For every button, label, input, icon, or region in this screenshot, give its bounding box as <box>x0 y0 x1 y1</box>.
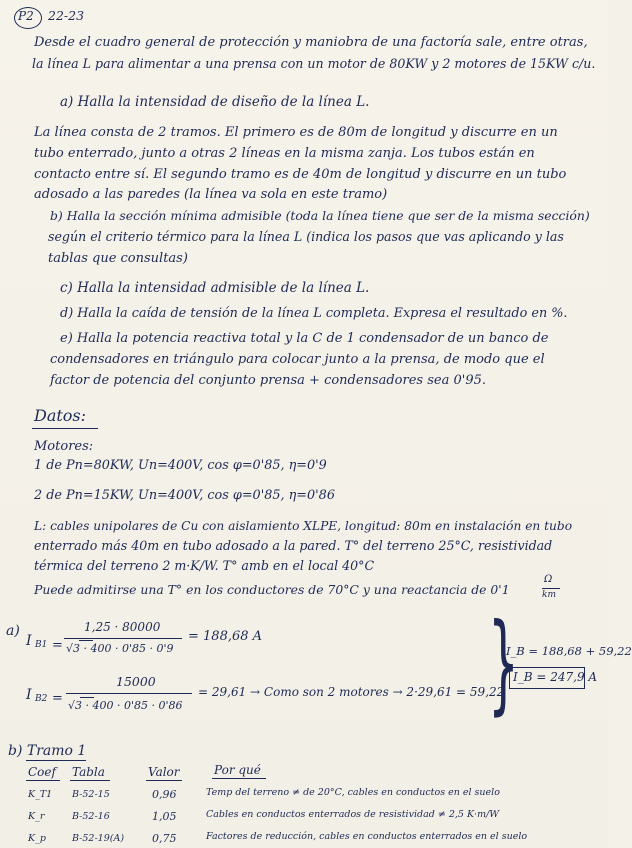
question-a: a) Halla la intensidad de diseño de la línea L. <box>60 94 370 110</box>
statement-line: adosado a las paredes (la línea va sola en este tramo) <box>34 187 388 202</box>
solution-a-label: a) <box>6 623 20 639</box>
motores-label: Motores: <box>34 439 94 454</box>
row-tabla: B-52-15 <box>72 789 110 800</box>
ib1-subscript: B1 <box>35 640 48 650</box>
school-year: 22-23 <box>48 8 85 23</box>
datos-underline <box>32 428 98 429</box>
ib1-numerator: 1,25 · 80000 <box>84 620 161 634</box>
table-header-tabla: Tabla <box>72 765 105 779</box>
ib1-sqrt-bar <box>79 640 93 641</box>
ib-sum: I_B = 188,68 + 59,22 <box>506 644 632 658</box>
ib2-subscript: B2 <box>35 694 48 704</box>
header-underline <box>70 780 110 781</box>
question-e: factor de potencia del conjunto prensa + condensadores sea 0'95. <box>50 373 486 388</box>
question-c: c) Halla la intensidad admisible de la línea L. <box>60 280 370 296</box>
line-description: térmica del terreno 2 m·K/W. T° amb en el local 40°C <box>34 558 375 573</box>
row-coef: K_r <box>28 811 45 822</box>
row-porque: Temp del terreno ≠ de 20°C, cables en conductos en el suelo <box>206 787 500 798</box>
ib2-sqrt-bar <box>80 697 94 698</box>
question-b: tablas que consultas) <box>48 251 188 266</box>
tramo-underline <box>26 760 86 761</box>
question-b: según el criterio térmico para la línea L (indica los pasos que vas aplicando y las <box>48 229 564 244</box>
sum-brace: } <box>488 601 519 726</box>
row-tabla: B-52-19(A) <box>72 833 125 844</box>
motor-1: 1 de Pn=80KW, Un=400V, cos φ=0'85, η=0'9 <box>34 458 327 473</box>
line-description: Puede admitirse una T° en los conductores de 70°C y una reactancia de 0'1 <box>34 582 510 597</box>
table-header-valor: Valor <box>148 765 180 779</box>
question-e: condensadores en triángulo para colocar junto a la prensa, de modo que el <box>50 352 545 367</box>
row-valor: 0,96 <box>152 788 177 801</box>
statement-line: contacto entre sí. El segundo tramo es de 40m de longitud y discurre en un tubo <box>34 167 567 182</box>
table-header-coef: Coef <box>28 765 56 779</box>
reactance-unit-num: Ω <box>544 574 553 585</box>
statement-line: tubo enterrado, junto a otras 2 líneas en la misma zanja. Los tubos están en <box>34 146 535 161</box>
row-coef: K_p <box>28 833 46 844</box>
header-underline <box>146 780 182 781</box>
motor-2: 2 de Pn=15KW, Un=400V, cos φ=0'85, η=0'86 <box>34 488 335 503</box>
ib2-symbol: I <box>26 687 32 703</box>
ib2-result: = 29,61 → Como son 2 motores → 2·29,61 = 59,22 <box>198 685 505 699</box>
ib-total: I_B = 247,9 A <box>513 670 598 684</box>
ib2-equals: = <box>52 691 63 706</box>
problem-tag: P2 <box>18 9 34 23</box>
ib1-symbol: I <box>26 633 32 649</box>
row-tabla: B-52-16 <box>72 811 110 822</box>
ib1-result: = 188,68 A <box>188 629 263 644</box>
solution-b-title: b) Tramo 1 <box>8 743 87 759</box>
header-underline <box>26 780 60 781</box>
row-porque: Factores de reducción, cables en conductos enterrados en el suelo <box>206 831 528 842</box>
statement-line: La línea consta de 2 tramos. El primero es de 80m de longitud y discurre en un <box>34 125 558 140</box>
row-porque: Cables en conductos enterrados de resistividad ≠ 2,5 K·m/W <box>206 809 500 820</box>
row-valor: 0,75 <box>152 832 177 845</box>
line-description: L: cables unipolares de Cu con aislamiento XLPE, longitud: 80m en instalación en tubo <box>34 519 573 533</box>
row-coef: K_T1 <box>28 789 53 800</box>
question-b: b) Halla la sección mínima admisible (toda la línea tiene que ser de la misma sección) <box>50 208 590 223</box>
row-valor: 1,05 <box>152 810 177 823</box>
header-underline <box>212 778 266 779</box>
table-header-porque: Por qué <box>214 763 261 777</box>
question-e: e) Halla la potencia reactiva total y la C de 1 condensador de un banco de <box>60 331 549 346</box>
reactance-unit-den: km <box>542 590 556 600</box>
line-description: enterrado más 40m en tubo adosado a la pared. T° del terreno 25°C, resistividad <box>34 538 553 553</box>
ib2-denominator: √3 · 400 · 0'85 · 0'86 <box>68 699 183 712</box>
question-d: d) Halla la caída de tensión de la línea L completa. Expresa el resultado en %. <box>60 306 568 321</box>
datos-title: Datos: <box>34 406 87 425</box>
statement-line: Desde el cuadro general de protección y maniobra de una factoría sale, entre otras, <box>34 35 588 50</box>
ib1-equals: = <box>52 638 63 653</box>
ib1-denominator: √3 · 400 · 0'85 · 0'9 <box>66 642 174 655</box>
ib2-numerator: 15000 <box>116 674 156 689</box>
ib2-fraction-line <box>66 693 192 694</box>
statement-line: la línea L para alimentar a una prensa con un motor de 80KW y 2 motores de 15KW c/u. <box>32 56 596 71</box>
